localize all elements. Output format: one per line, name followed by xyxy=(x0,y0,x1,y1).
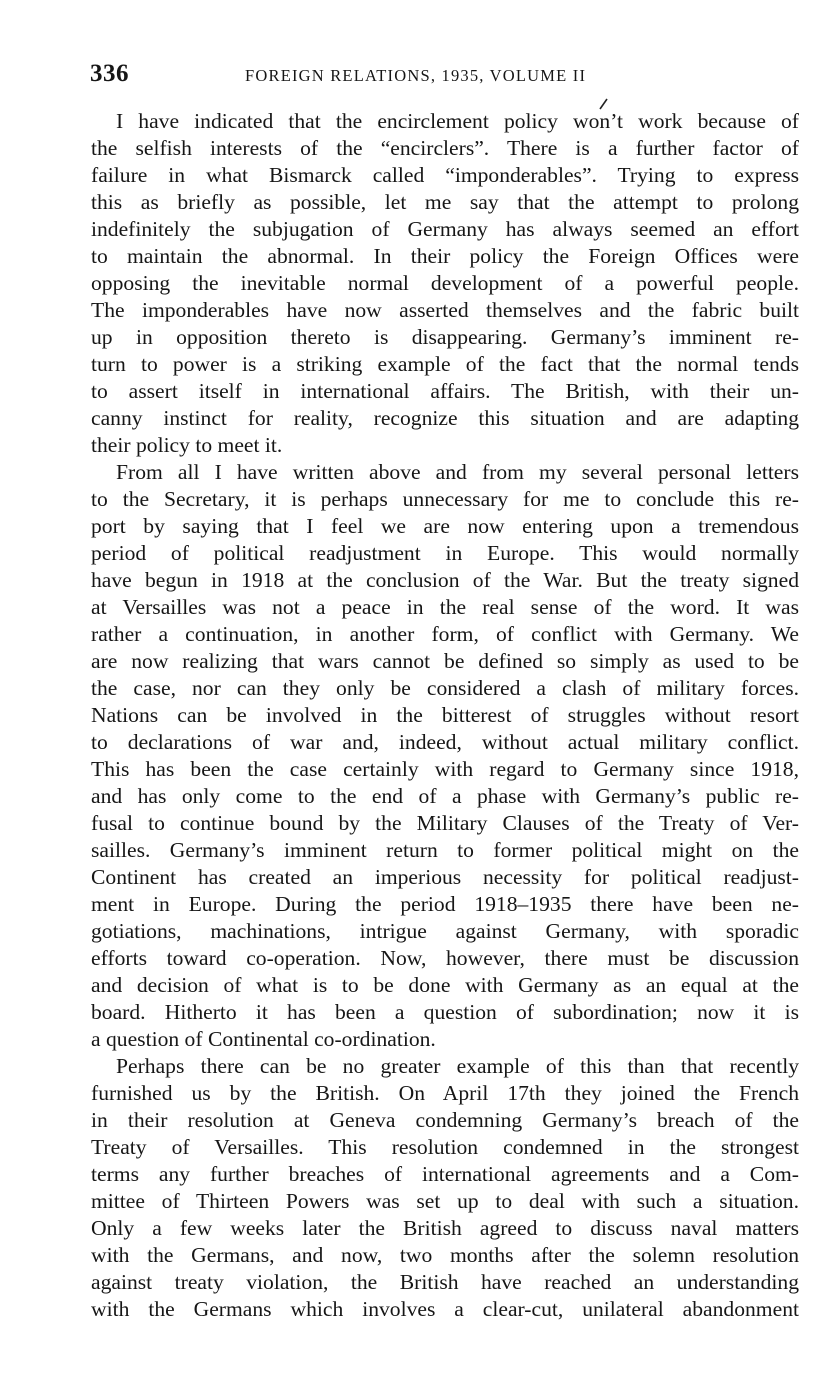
text-line: Treaty of Versailles. This resolution condemned in the strongest xyxy=(91,1135,799,1159)
text-line: This has been the case certainly with regard to Germany since 1918, xyxy=(91,757,799,781)
text-line: turn to power is a striking example of the fact that the normal tends xyxy=(91,352,799,376)
text-line: Nations can be involved in the bitterest of struggles without resort xyxy=(91,703,799,727)
text-line: Continent has created an imperious necessity for political readjust- xyxy=(91,865,799,889)
text-line: opposing the inevitable normal development of a powerful people. xyxy=(91,271,799,295)
page-number: 336 xyxy=(90,60,129,87)
text-line: the case, nor can they only be considered a clash of military forces. xyxy=(91,676,799,700)
text-line: this as briefly as possible, let me say that the attempt to prolong xyxy=(91,190,799,214)
text-line: with the Germans, and now, two months after the solemn resolution xyxy=(91,1243,799,1267)
text-line: to assert itself in international affairs. The British, with their un- xyxy=(91,379,799,403)
text-line: their policy to meet it. xyxy=(91,433,283,457)
text-line: to maintain the abnormal. In their policy the Foreign Offices were xyxy=(91,244,799,268)
text-line: indefinitely the subjugation of Germany has always seemed an effort xyxy=(91,217,799,241)
paragraph-1 xyxy=(91,108,799,459)
text-line: in their resolution at Geneva condemning Germany’s breach of the xyxy=(91,1108,799,1132)
running-title: FOREIGN RELATIONS, 1935, VOLUME II xyxy=(245,66,587,85)
text-line: efforts toward co-operation. Now, however, there must be discussion xyxy=(91,946,799,970)
text-line: and has only come to the end of a phase with Germany’s public re- xyxy=(91,784,799,808)
running-head xyxy=(90,60,800,92)
text-line: I have indicated that the encirclement policy won’t work because of xyxy=(116,109,799,133)
text-line: rather a continuation, in another form, of conflict with Germany. We xyxy=(91,622,799,646)
text-line: sailles. Germany’s imminent return to former political might on the xyxy=(91,838,799,862)
text-line: failure in what Bismarck called “imponderables”. Trying to express xyxy=(91,163,799,187)
text-line: terms any further breaches of international agreements and a Com- xyxy=(91,1162,799,1186)
text-line: to the Secretary, it is perhaps unnecessary for me to conclude this re- xyxy=(91,487,799,511)
text-line: against treaty violation, the British have reached an understanding xyxy=(91,1270,799,1294)
text-line: and decision of what is to be done with Germany as an equal at the xyxy=(91,973,799,997)
text-line: with the Germans which involves a clear-cut, unilateral abandonment xyxy=(91,1297,799,1321)
text-line: port by saying that I feel we are now entering upon a tremendous xyxy=(91,514,799,538)
body-text xyxy=(91,108,799,1323)
text-line: ment in Europe. During the period 1918–1935 there have been ne- xyxy=(91,892,799,916)
text-line: have begun in 1918 at the conclusion of the War. But the treaty signed xyxy=(91,568,799,592)
text-line: gotiations, machinations, intrigue against Germany, with sporadic xyxy=(91,919,799,943)
paragraph-3 xyxy=(91,1053,799,1323)
text-line: the selfish interests of the “encirclers”. There is a further factor of xyxy=(91,136,799,160)
text-line: period of political readjustment in Europe. This would normally xyxy=(91,541,799,565)
text-line: at Versailles was not a peace in the real sense of the word. It was xyxy=(91,595,799,619)
text-line: up in opposition thereto is disappearing. Germany’s imminent re- xyxy=(91,325,799,349)
text-line: Only a few weeks later the British agreed to discuss naval matters xyxy=(91,1216,799,1240)
text-line: mittee of Thirteen Powers was set up to deal with such a situation. xyxy=(91,1189,799,1213)
text-line: a question of Continental co-ordination. xyxy=(91,1027,436,1051)
text-line: board. Hitherto it has been a question of subordination; now it is xyxy=(91,1000,799,1024)
text-line: furnished us by the British. On April 17th they joined the French xyxy=(91,1081,799,1105)
text-line: From all I have written above and from my several personal letters xyxy=(116,460,799,484)
text-line: canny instinct for reality, recognize this situation and are adapting xyxy=(91,406,799,430)
paragraph-2 xyxy=(91,459,799,1053)
text-line: to declarations of war and, indeed, without actual military conflict. xyxy=(91,730,799,754)
text-line: Perhaps there can be no greater example of this than that recently xyxy=(116,1054,799,1078)
text-line: The imponderables have now asserted themselves and the fabric built xyxy=(91,298,799,322)
text-line: fusal to continue bound by the Military Clauses of the Treaty of Ver- xyxy=(91,811,799,835)
text-line: are now realizing that wars cannot be defined so simply as used to be xyxy=(91,649,799,673)
